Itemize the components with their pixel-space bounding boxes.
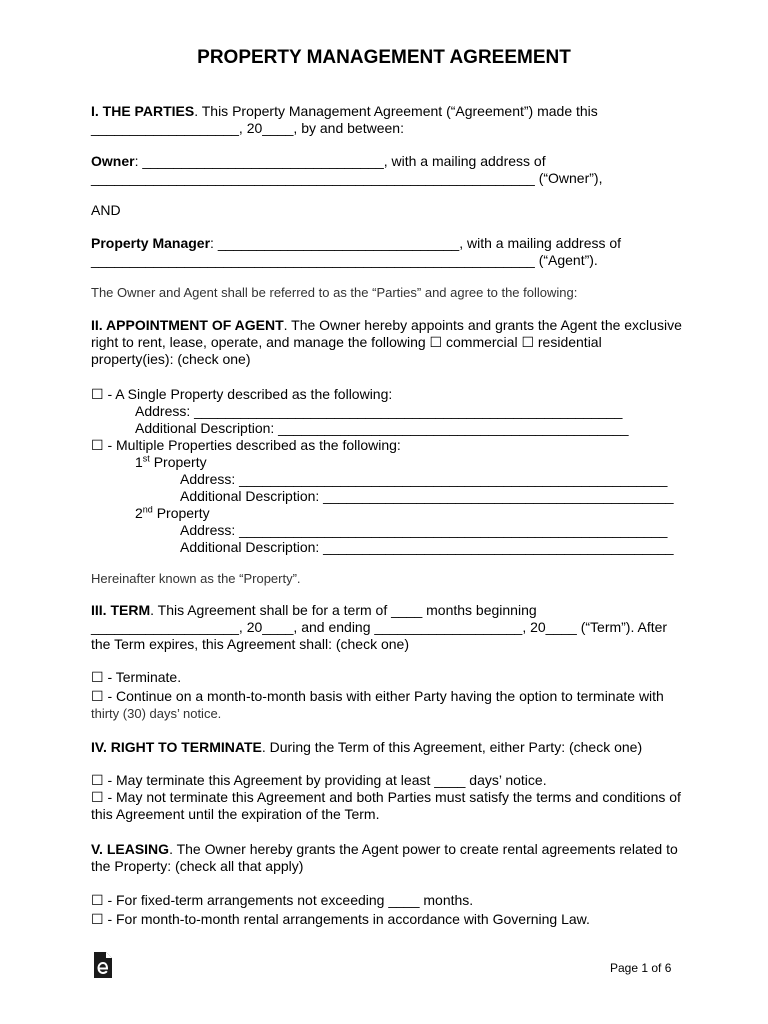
leasing-line1: . The Owner hereby grants the Agent power to create rental agreements related to: [169, 841, 678, 857]
single-description: Additional Description: _____________________________________________: [135, 420, 629, 436]
leasing-line2: the Property: (check all that apply): [91, 858, 304, 874]
page-number: Page 1 of 6: [610, 961, 672, 975]
terminate-option-maynot: ☐ - May not terminate this Agreement and both Parties must satisfy the terms and conditions of: [91, 789, 681, 805]
second-address: Address: _______________________________________________________: [180, 522, 668, 538]
terminate-line1: . During the Term of this Agreement, either Party: (check one): [261, 739, 643, 755]
manager-address-line: _________________________________________________________ (“Agent”).: [91, 252, 598, 268]
leasing-option-monthly: ☐ - For month-to-month rental arrangements in accordance with Governing Law.: [91, 911, 590, 927]
owner-name-line: : _______________________________, with a mailing address of: [134, 153, 546, 169]
hereinafter-text: Hereinafter known as the “Property”.: [91, 571, 301, 586]
parties-date-line: ___________________, 20____, by and between:: [91, 120, 404, 136]
appointment-section: [91, 317, 681, 368]
appointment-heading: II. APPOINTMENT OF AGENT: [91, 317, 284, 333]
parties-heading: I. THE PARTIES: [91, 103, 195, 119]
term-option-continue-2: thirty (30) days’ notice.: [91, 706, 222, 721]
owner-block: [91, 153, 681, 187]
term-options: [91, 669, 681, 722]
manager-block: [91, 235, 681, 269]
parties-section: [91, 103, 681, 137]
term-line2: ___________________, 20____, and ending ___________________, 20____ (“Term”). After: [91, 619, 668, 635]
term-section: [91, 602, 681, 653]
multiple-property-option: ☐ - Multiple Properties described as the following:: [91, 437, 401, 453]
single-property-option: ☐ - A Single Property described as the following:: [91, 386, 393, 402]
terminate-options: [91, 772, 681, 823]
property-options: [91, 386, 681, 556]
and-text: AND: [91, 202, 121, 218]
leasing-section: [91, 841, 681, 875]
appointment-line2: right to rent, lease, operate, and manage the following ☐ commercial ☐ residential: [91, 334, 602, 350]
term-line3: the Term expires, this Agreement shall: (check one): [91, 636, 410, 652]
owner-address-line: _________________________________________________________ (“Owner”),: [91, 170, 603, 186]
eforms-logo-icon: [92, 952, 114, 978]
terminate-section: [91, 739, 681, 756]
parties-referred: The Owner and Agent shall be referred to as the “Parties” and agree to the following:: [91, 285, 578, 300]
second-property-label: 2nd Property: [135, 504, 210, 521]
leasing-options: [91, 892, 681, 928]
first-address: Address: _______________________________________________________: [180, 471, 668, 487]
leasing-option-fixed: ☐ - For fixed-term arrangements not exceeding ____ months.: [91, 892, 474, 908]
term-option-continue: ☐ - Continue on a month-to-month basis with either Party having the option to terminate with: [91, 688, 664, 704]
single-address: Address: _______________________________________________________: [135, 403, 623, 419]
leasing-heading: V. LEASING: [91, 841, 170, 857]
owner-label: Owner: [91, 153, 135, 169]
second-description: Additional Description: _____________________________________________: [180, 539, 674, 555]
term-heading: III. TERM: [91, 602, 151, 618]
appointment-line1: . The Owner hereby appoints and grants the Agent the exclusive: [283, 317, 682, 333]
terminate-option-may: ☐ - May terminate this Agreement by providing at least ____ days’ notice.: [91, 772, 547, 788]
document-title: PROPERTY MANAGEMENT AGREEMENT: [197, 47, 571, 68]
terminate-heading: IV. RIGHT TO TERMINATE: [91, 739, 262, 755]
term-option-terminate: ☐ - Terminate.: [91, 669, 182, 685]
appointment-line3: property(ies): (check one): [91, 351, 251, 367]
term-line1: . This Agreement shall be for a term of ____ months beginning: [150, 602, 537, 618]
manager-name-line: : _______________________________, with a mailing address of: [210, 235, 622, 251]
terminate-option-maynot-2: this Agreement until the expiration of the Term.: [91, 806, 380, 822]
first-description: Additional Description: _____________________________________________: [180, 488, 674, 504]
parties-intro: . This Property Management Agreement (“Agreement”) made this: [194, 103, 598, 119]
manager-label: Property Manager: [91, 235, 211, 251]
first-property-label: 1st Property: [135, 453, 207, 470]
